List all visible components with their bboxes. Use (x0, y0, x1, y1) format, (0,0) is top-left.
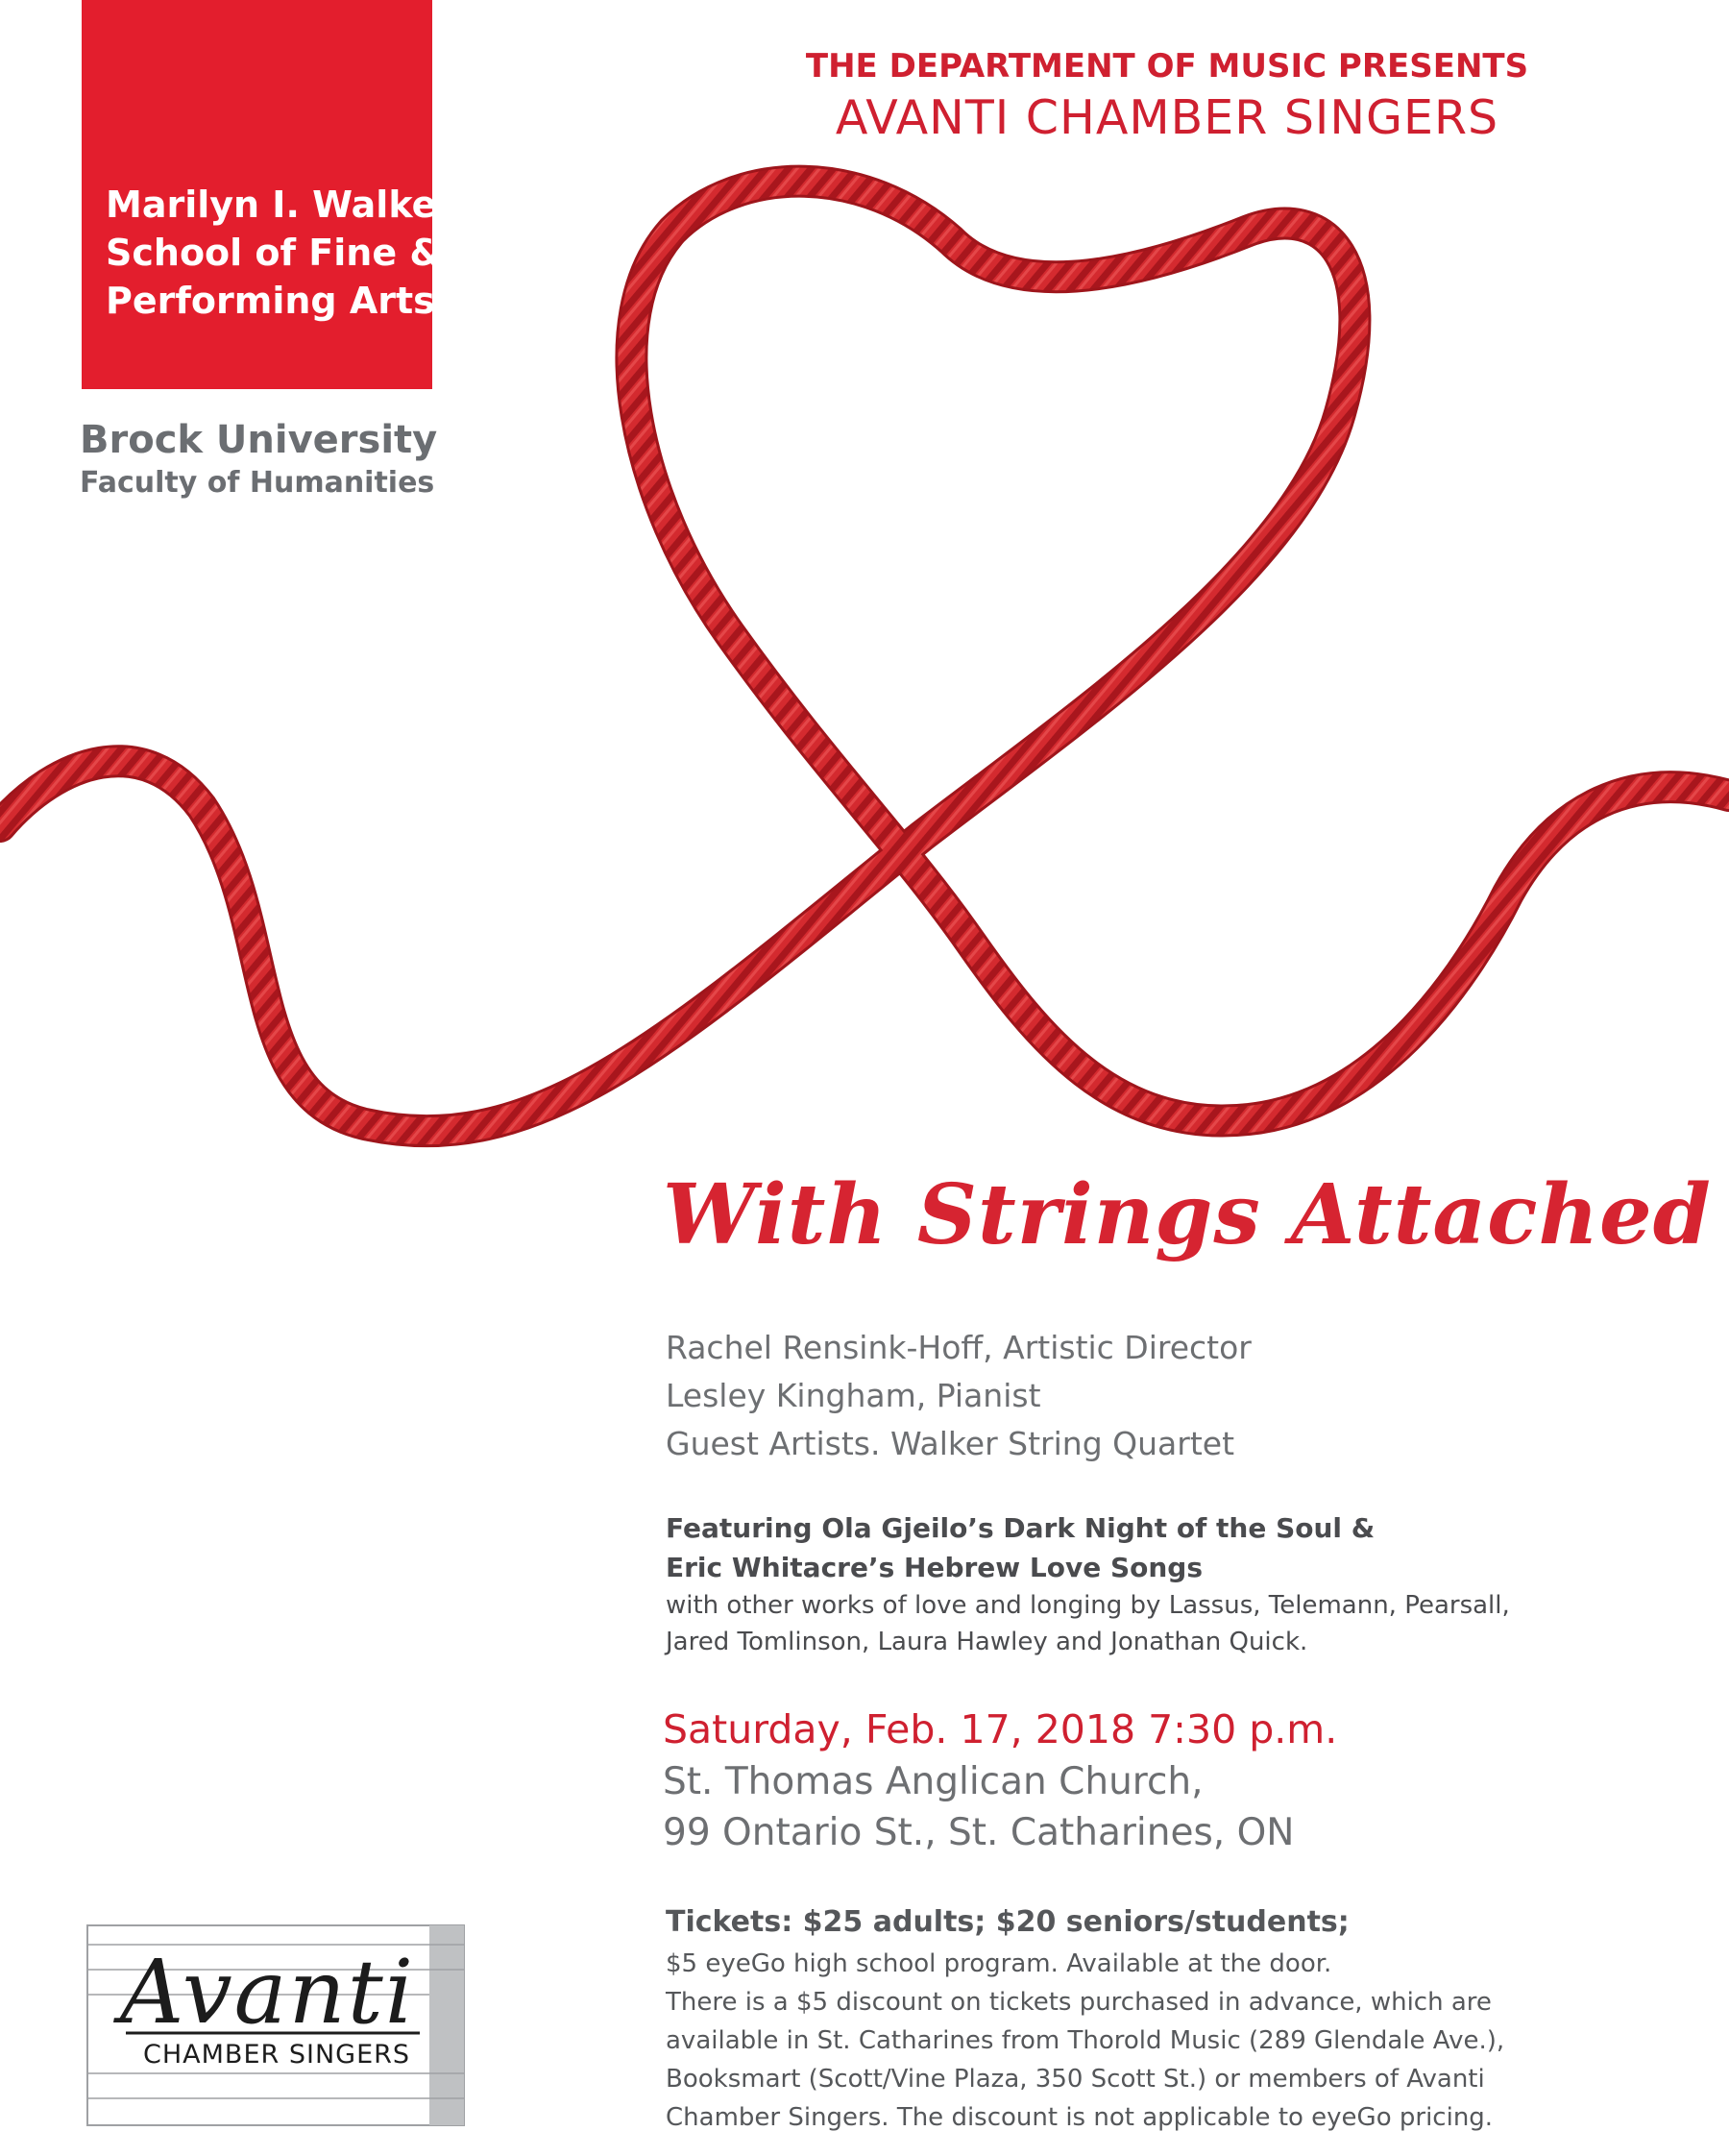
university-block (80, 416, 437, 502)
credit-line: Rachel Rensink-Hoff, Artistic Director (666, 1329, 1252, 1366)
school-name-line: Marilyn I. Walker (106, 184, 455, 226)
featuring-line: Eric Whitacre’s Hebrew Love Songs (666, 1552, 1204, 1583)
ticket-detail-line: There is a $5 discount on tickets purchased in advance, which are (666, 1988, 1492, 2017)
featuring-line: Featuring Ola Gjeilo’s Dark Night of the Soul & (666, 1512, 1376, 1544)
avanti-script-wordmark: Avanti (120, 1941, 416, 2044)
ticket-detail-line: Booksmart (Scott/Vine Plaza, 350 Scott St.) or members of Avanti (666, 2065, 1485, 2094)
venue-line: 99 Ontario St., St. Catharines, ON (663, 1811, 1295, 1854)
concert-title: With Strings Attached (663, 1166, 1712, 1263)
venue-line: St. Thomas Anglican Church, (663, 1760, 1204, 1803)
other-works-line: Jared Tomlinson, Laura Hawley and Jonathan Quick. (666, 1628, 1308, 1656)
presenter-line: THE DEPARTMENT OF MUSIC PRESENTS (805, 47, 1529, 86)
credits-list (666, 1324, 1252, 1468)
ticket-detail-line: $5 eyeGo high school program. Available at the door. (666, 1949, 1332, 1978)
ensemble-name: AVANTI CHAMBER SINGERS (835, 90, 1499, 145)
credit-line: Lesley Kingham, Pianist (666, 1377, 1041, 1414)
ticket-info (666, 1900, 1713, 2137)
ticket-prices: Tickets: $25 adults; $20 seniors/students; (666, 1905, 1350, 1939)
school-logo-block (82, 0, 455, 389)
program-description (666, 1508, 1703, 1660)
credit-line: Guest Artists. Walker String Quartet (666, 1425, 1235, 1462)
avanti-subtitle: CHAMBER SINGERS (143, 2040, 411, 2070)
faculty-name: Faculty of Humanities (80, 466, 435, 500)
event-date: Saturday, Feb. 17, 2018 7:30 p.m. (663, 1706, 1338, 1752)
university-name: Brock University (80, 418, 438, 462)
school-name-line: School of Fine & (106, 232, 442, 274)
other-works-line: with other works of love and longing by Lassus, Telemann, Pearsall, (666, 1591, 1510, 1620)
school-name-line: Performing Arts (106, 280, 435, 322)
ticket-detail-line: available in St. Catharines from Thorold Music (289 Glendale Ave.), (666, 2026, 1505, 2055)
avanti-logo (82, 1922, 471, 2128)
ticket-details (666, 1945, 1713, 2137)
poster-header (615, 44, 1719, 148)
ticket-detail-line: Chamber Singers. The discount is not applicable to eyeGo pricing. (666, 2103, 1494, 2132)
event-venue (663, 1756, 1294, 1858)
school-name (106, 181, 455, 325)
